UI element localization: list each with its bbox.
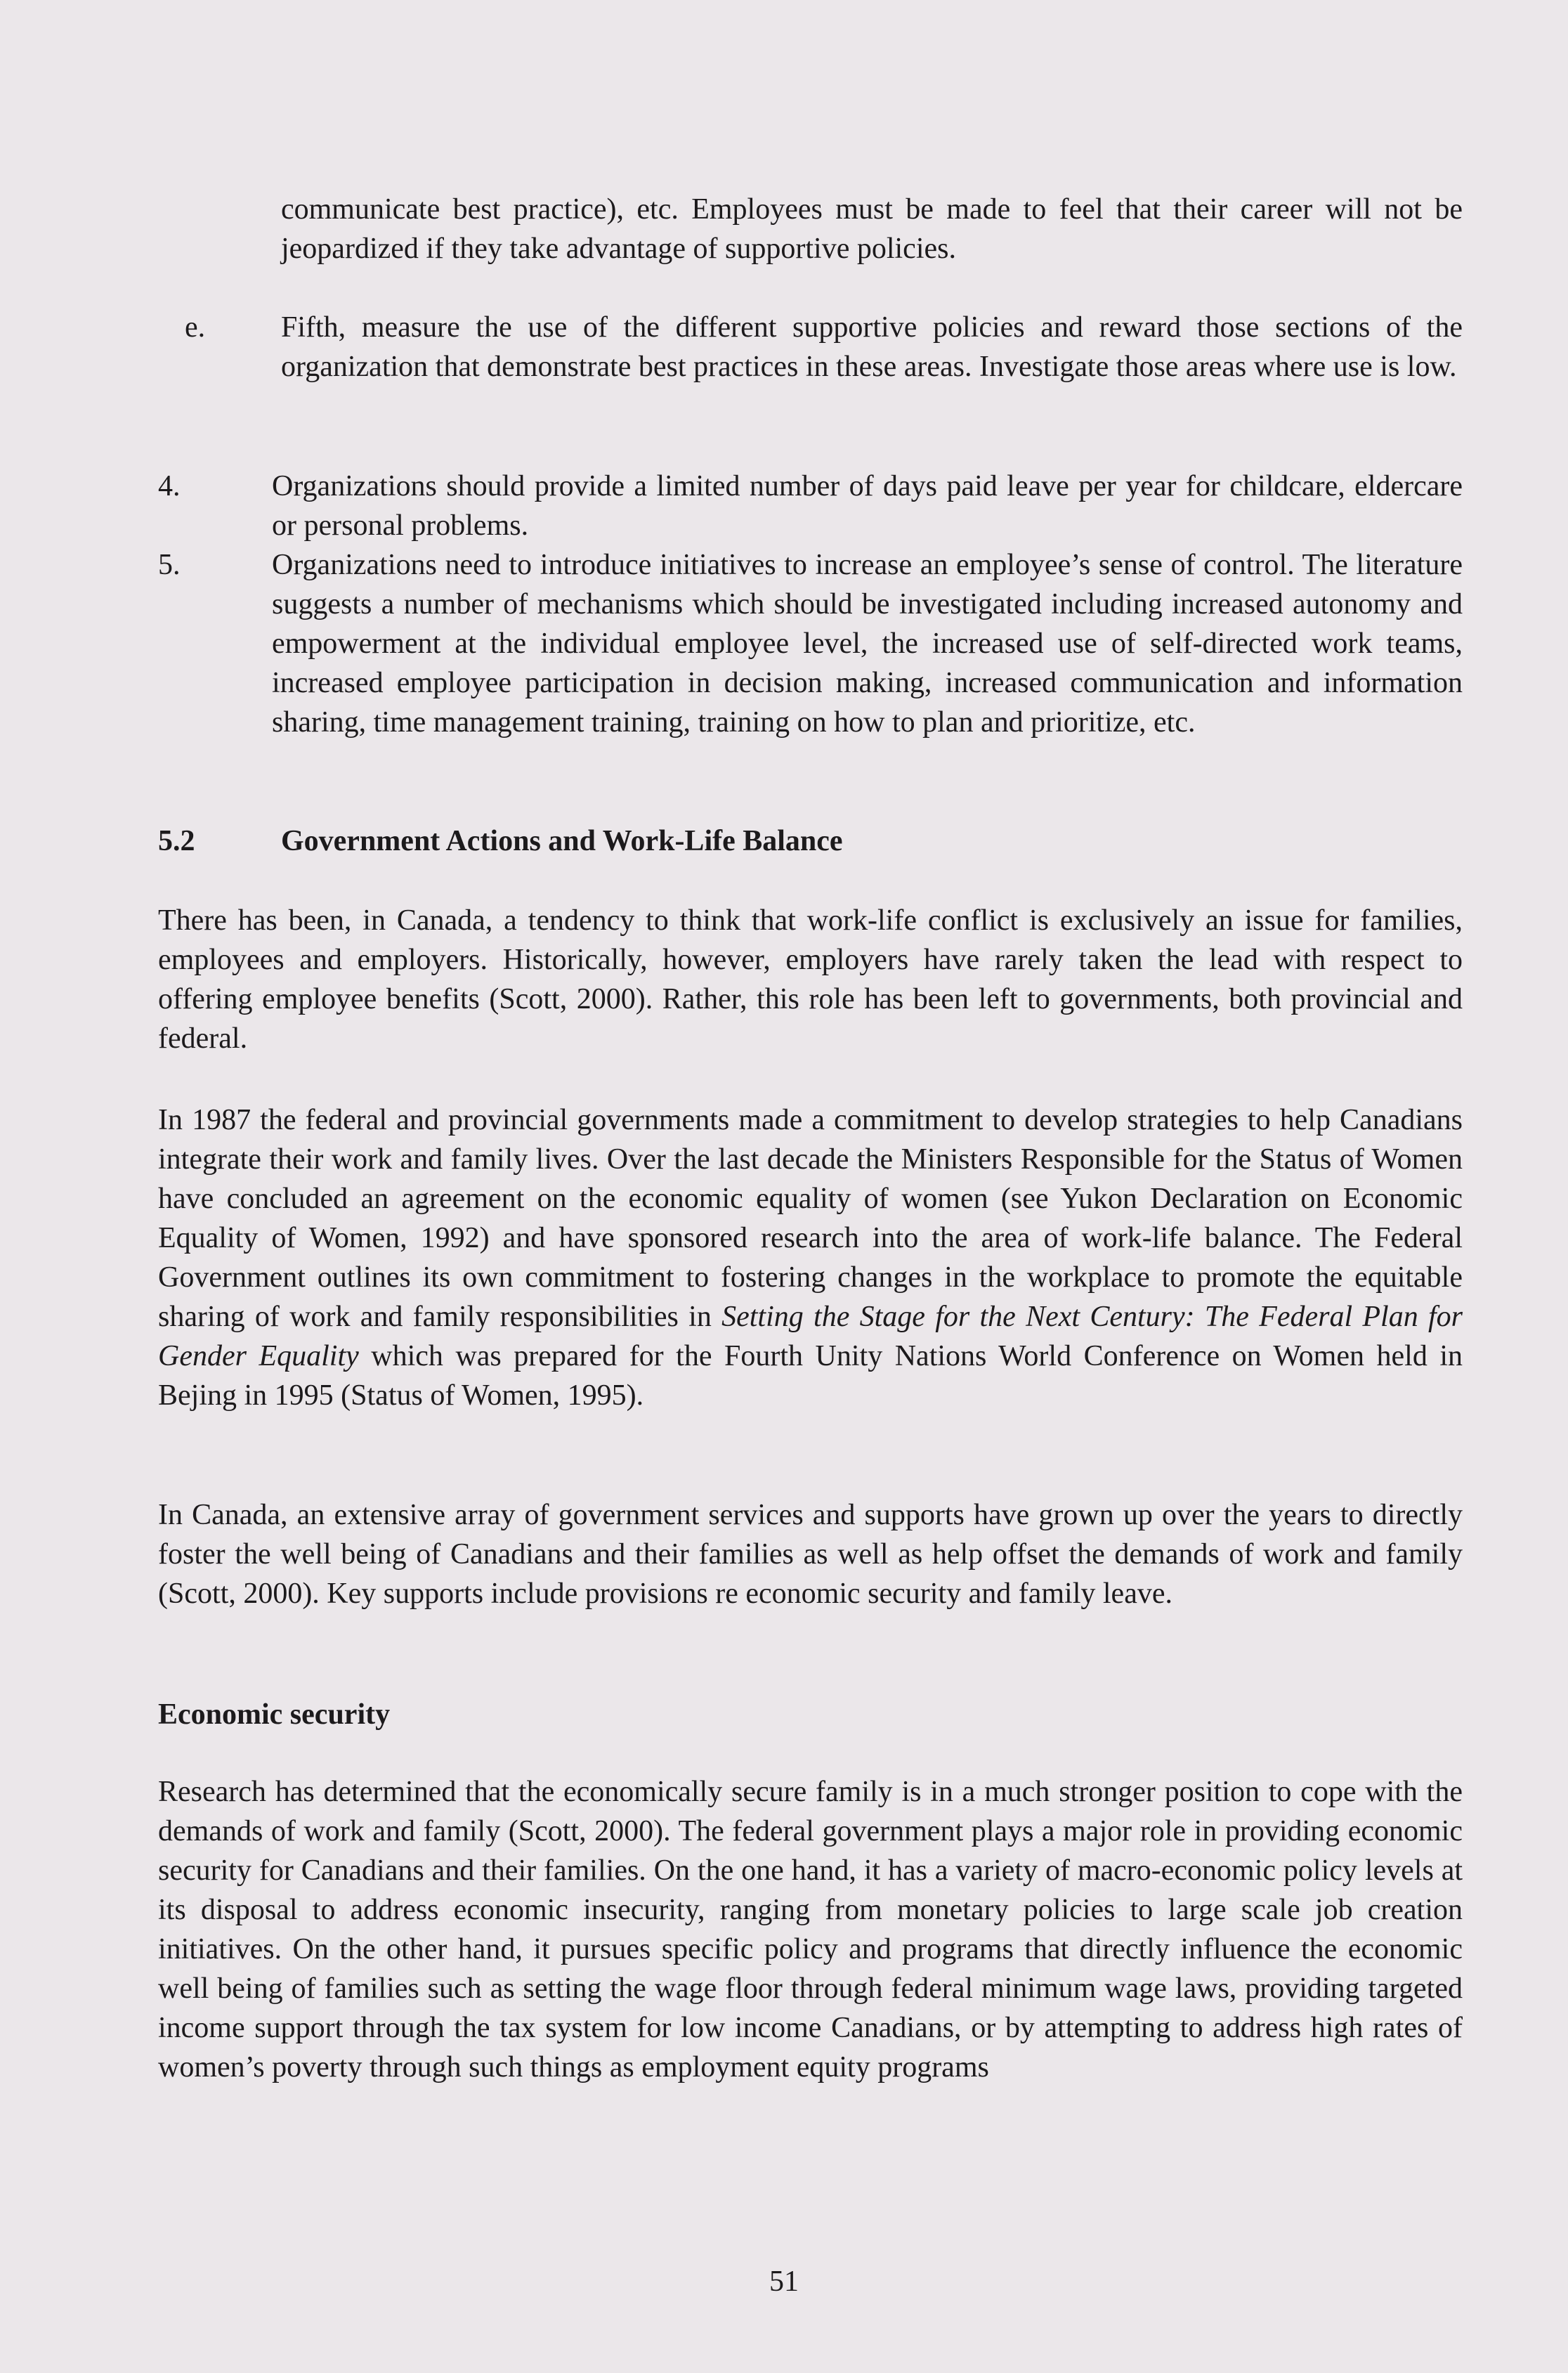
subheading-text: Economic security bbox=[158, 1698, 391, 1731]
paragraph-text: There has been, in Canada, a tendency to think that work-life conflict is exclusively an issue for families, employees and employers. Historically, however, employers have rarely taken the lead with respect to offering employee benefits (Scott, 2000). Rather, this role has been left to governments, both provincial and federal. bbox=[158, 904, 1463, 1055]
paragraph-1987 bbox=[158, 1100, 1463, 1415]
list-text: Organizations need to introduce initiatives to increase an employee’s sense of control. The literature suggests a number of mechanisms which should be investigated including increased autonomy and empowerment at the individual employee level, the increased use of self-directed work teams, increased employee participation in decision making, increased communication and information sharing, time management training, training on how to plan and prioritize, etc. bbox=[272, 549, 1463, 739]
section-heading bbox=[158, 821, 843, 861]
paragraph-text-before: In 1987 the federal and provincial governments made a commitment to develop strategies to help Canadians integrate their work and family lives. Over the last decade the Ministers Responsible for the Status of Women have concluded an agreement on the economic equality of women (see Yukon Declaration on Economic Equality of Women, 1992) and have sponsored research into the area of work-life balance. The Federal Government outlines its own commitment to fostering changes in the workplace to promote the equitable sharing of work and family responsibilities in bbox=[158, 1104, 1463, 1333]
list-item-5 bbox=[158, 545, 1463, 742]
section-title: Government Actions and Work-Life Balance bbox=[281, 825, 843, 857]
continuation-text bbox=[281, 190, 1463, 268]
section-number: 5.2 bbox=[158, 825, 195, 857]
paragraph-text-after: which was prepared for the Fourth Unity Nations World Conference on Women held in Bejing in 1995 (Status of Women, 1995). bbox=[158, 1340, 1463, 1412]
paragraph-canada-supports bbox=[158, 1495, 1463, 1613]
paragraph-text: Research has determined that the economically secure family is in a much stronger position to cope with the demands of work and family (Scott, 2000). The federal government plays a major role in providing economic security for Canadians and their families. On the one hand, it has a variety of macro-economic policy levels at its disposal to address economic insecurity, ranging from monetary policies to large scale job creation initiatives. On the other hand, it pursues specific policy and programs that directly influence the economic well being of families such as setting the wage floor through federal minimum wage laws, providing targeted income support through the tax system for low income Canadians, or by attempting to address high rates of women’s poverty through such things as employment equity programs bbox=[158, 1776, 1463, 2083]
list-item-4 bbox=[158, 467, 1463, 545]
continuation-paragraph: communicate best practice), etc. Employees must be made to feel that their career will not be jeopardized if they take advantage of supportive policies. bbox=[281, 193, 1463, 265]
paragraph-canada-tendency bbox=[158, 901, 1463, 1058]
list-marker: 5. bbox=[158, 549, 181, 581]
page-number: 51 bbox=[769, 2265, 799, 2298]
list-marker: 4. bbox=[158, 470, 181, 502]
paragraph-text: In Canada, an extensive array of government services and supports have grown up over the years to directly foster the well being of Canadians and their families as well as help offset the demands of work and family (Scott, 2000). Key supports include provisions re economic security and family leave. bbox=[158, 1499, 1463, 1610]
list-text: Organizations should provide a limited number of days paid leave per year for childcare, eldercare or personal problems. bbox=[272, 470, 1463, 542]
paragraph-text bbox=[158, 1100, 1463, 1415]
sub-item-text: Fifth, measure the use of the different supportive policies and reward those sections of the organization that demonstrate best practices in these areas. Investigate those areas where use is low. bbox=[281, 311, 1463, 383]
sub-item-marker: e. bbox=[185, 311, 206, 344]
subheading-economic-security bbox=[158, 1695, 390, 1734]
paragraph-research bbox=[158, 1772, 1463, 2087]
sub-item-e bbox=[185, 308, 1463, 386]
plan-title-italic: Setting the Stage for the Next Century: The Federal Plan for Gender Equality bbox=[158, 1301, 1463, 1372]
